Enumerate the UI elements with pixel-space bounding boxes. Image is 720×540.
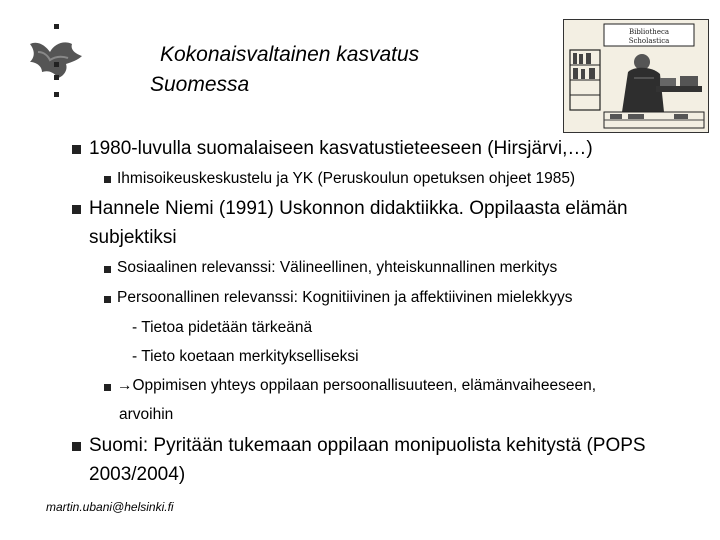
bullet-square-icon bbox=[72, 205, 81, 214]
slide-title bbox=[150, 40, 550, 100]
title-line-1: Kokonaisvaltainen kasvatus bbox=[160, 43, 420, 66]
bullet-square-icon bbox=[104, 296, 111, 303]
sub-item-knowledge-meaningful: - Tieto koetaan merkitykselliseksi bbox=[132, 348, 359, 365]
bullet-square-icon bbox=[104, 266, 111, 273]
university-logo-icon bbox=[20, 22, 92, 100]
bullet-personal-relevance: Persoonallinen relevanssi: Kognitiivinen ja affektiivinen mielekkyys bbox=[117, 289, 573, 306]
bullet-niemi-line-1: Hannele Niemi (1991) Uskonnon didaktiikka. Oppilaasta elämän bbox=[89, 198, 628, 219]
bullet-human-rights: Ihmisoikeuskeskustelu ja YK (Peruskoulun opetuksen ohjeet 1985) bbox=[117, 170, 576, 187]
bullet-square-icon bbox=[104, 176, 111, 183]
bullet-1980s: 1980-luvulla suomalaiseen kasvatustieteeseen (Hirsjärvi,…) bbox=[89, 138, 593, 159]
bullet-square-icon bbox=[104, 384, 111, 391]
bullet-pops-line-1: Suomi: Pyritään tukemaan oppilaan monipuolista kehitystä (POPS bbox=[89, 435, 646, 456]
woodcut-caption-1: Bibliotheca bbox=[628, 28, 670, 36]
bullet-learning-connection-line-1: →Oppimisen yhteys oppilaan persoonallisuuteen, elämänvaiheeseen, bbox=[117, 377, 597, 394]
sub-item-knowledge-important: - Tietoa pidetään tärkeänä bbox=[132, 319, 313, 336]
bullet-niemi-line-2: subjektiksi bbox=[89, 227, 177, 248]
title-line-2: Suomessa bbox=[150, 73, 250, 96]
bullet-pops-line-2: 2003/2004) bbox=[89, 464, 186, 485]
scholar-at-desk-icon bbox=[564, 20, 708, 132]
bullet-social-relevance: Sosiaalinen relevanssi: Välineellinen, yhteiskunnallinen merkitys bbox=[117, 259, 558, 276]
author-email: martin.ubani@helsinki.fi bbox=[46, 500, 174, 514]
woodcut-caption-2: Scholastica bbox=[628, 37, 670, 45]
bullet-square-icon bbox=[72, 145, 81, 154]
bullet-square-icon bbox=[72, 442, 81, 451]
woodcut-illustration bbox=[563, 19, 709, 133]
bullet-learning-connection-line-2: arvoihin bbox=[119, 406, 174, 423]
